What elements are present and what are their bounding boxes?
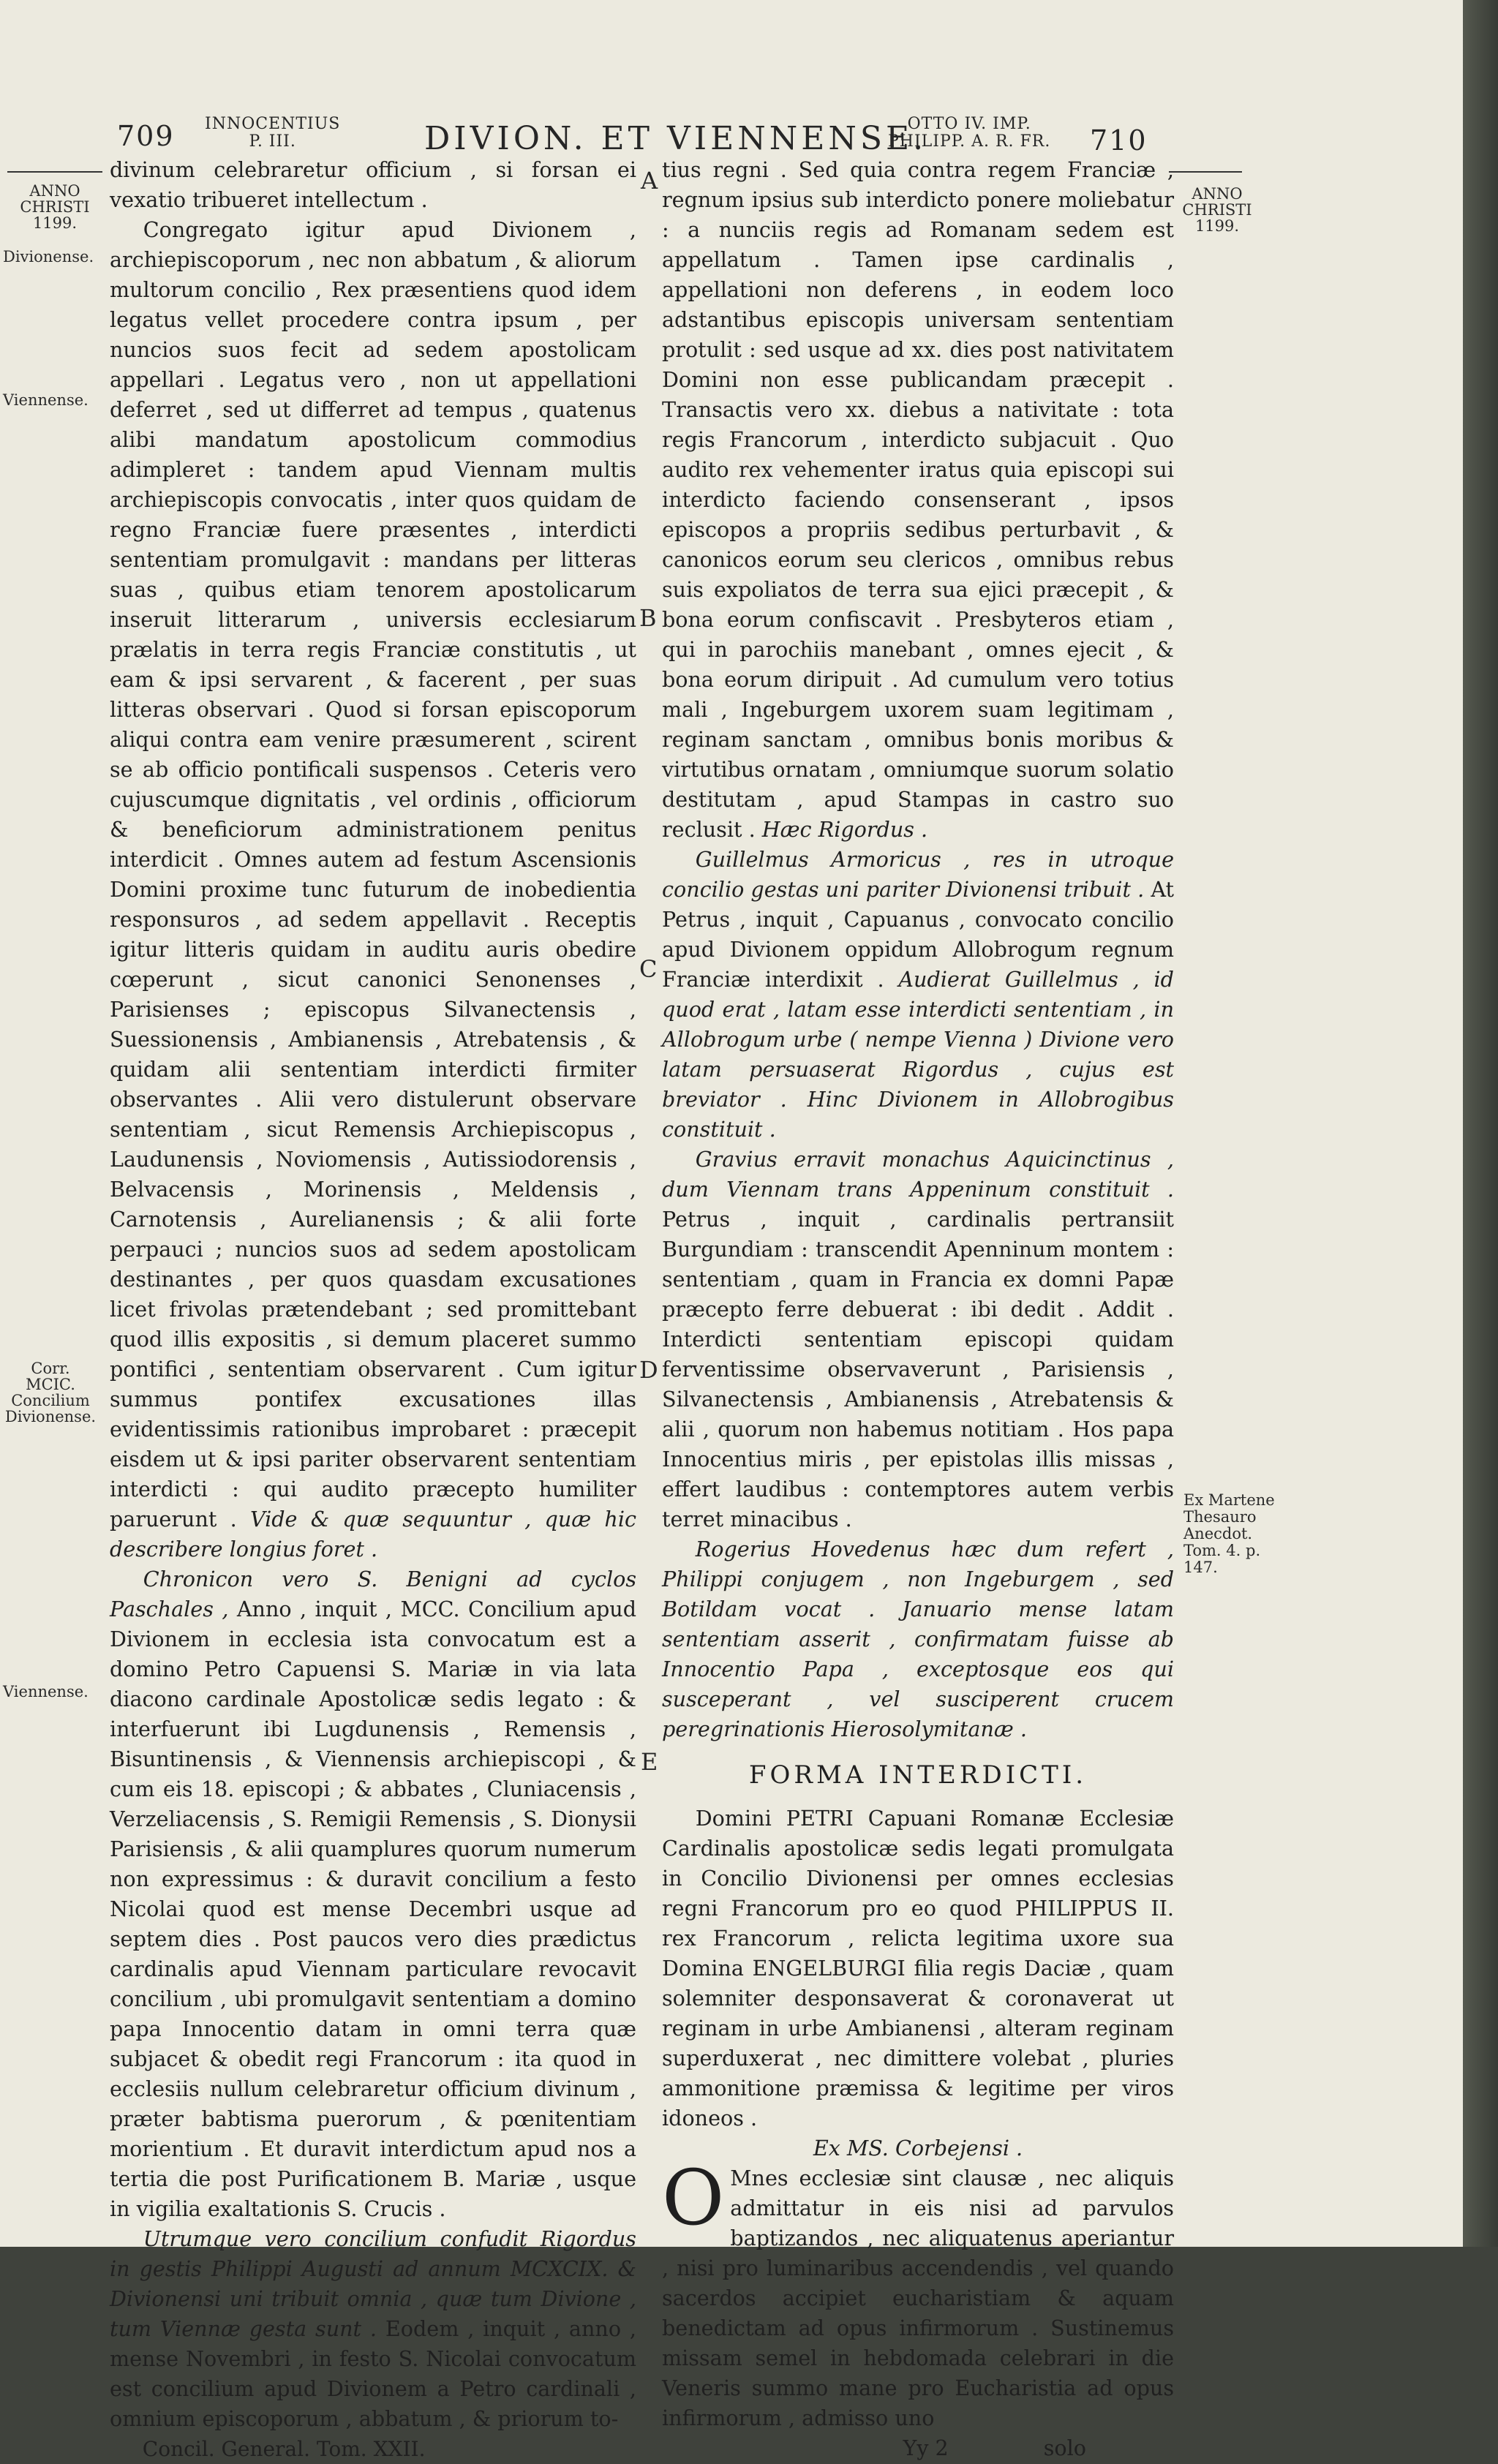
section-letter-a: A — [641, 167, 658, 195]
left-paragraph-3-text: Anno , inquit , MCC. Concilium apud Divionem in ecclesia ista convocatum est a domino Petro Capuensi S. Mariæ in via lata diacono cardinale Apostolicæ sedis legato : & interfuerunt ibi Lugdunensis , Remensis , Bisuntinensis , & Viennensis archiepiscopi , & cum eis 18. episcopi ; & abbates , Cluniacensis , Verzeliacensis , S. Remigii Remensis , S. Dionysii Parisiensis , & alii quamplures quorum numerum non expressimus : & duravit concilium a festo Nicolai quod est mense Decembri usque ad septem dies . Post paucos vero dies prædictus cardinalis apud Viennam particulare revocavit concilium , ubi promulgavit sententiam a domino papa Innocentio datam in omni terra quæ subjacet & obedit regi Francorum : ita quod in ecclesiis nullum celebraretur officium divinum , præter babtisma puerorum , & pœnitentiam morientium . Et duravit interdictum apud nos a tertia die post Purificationem B. Mariæ , usque in vigilia exaltationis S. Crucis . — [110, 1597, 636, 2221]
right-paragraph-1-text: tius regni . Sed quia contra regem Franciæ , regnum ipsius sub interdicto ponere moliebatur : a nunciis regis ad Romanam sedem est appellatum . Tamen ipse cardinalis , appellationi non deferens , in eodem loco adstantibus episcopis universam sententiam protulit : sed usque ad xx. dies post nativitatem Domini non esse publicandam præcepit . Transactis vero xx. diebus a nativitate : tota regis Francorum , interdicto subjacuit . Quo audito rex vehementer iratus quia episcopi sui interdicto faciendo consenserant , ipsos episcopos a propriis sedibus perturbavit , & canonicos eorum seu clericos , omnibus rebus suis expoliatos de terra sua ejici præcepit , & bona eorum confiscavit . Presbyteros etiam , qui in parochiis manebant , omnes ejecit , & bona eorum diripuit . Ad cumulum vero totius mali , Ingeburgem uxorem suam legitimam , reginam sanctam , omnibus bonis moribus & virtutibus ornatam , omniumque suorum solatio destitutam , apud Stampas in castro suo reclusit . — [662, 157, 1174, 842]
signature-mark: Yy 2 — [903, 2435, 949, 2460]
drop-cap: O — [662, 2153, 725, 2242]
right-margin-rule — [1169, 171, 1242, 173]
margin-note-anno-left: ANNO CHRISTI 1199. — [20, 182, 90, 232]
margin-note-correction: Corr. MCIC. Concilium Divionense. — [4, 1360, 97, 1425]
section-letter-c: C — [639, 955, 658, 983]
page-title: DIVION. ET VIENNENSE. — [424, 120, 927, 157]
source-citation: Ex MS. Corbejensi . — [813, 2136, 1023, 2160]
right-paragraph-6 — [662, 2153, 1174, 2433]
left-running-head-line-1: INNOCENTIUS — [205, 115, 341, 133]
right-paragraph-2-text: At Petrus , inquit , Capuanus , convocato concilio apud Divionem oppidum Allobrogum regnum Franciæ interdixit . — [662, 877, 1174, 992]
right-paragraph-6-text: Mnes ecclesiæ sint clausæ , nec aliquis admittatur in eis nisi ad parvulos baptizandos , nec aliquatenus aperiantur , nisi pro luminaribus accendendis , vel quando sacerdos accipiet eucharistiam & aquam benedictam ad opus infirmorum . Sustinemus missam semel in hebdomada celebrari in die Veneris summo mane pro Eucharistia ad opus infirmorum , admisso uno — [662, 2166, 1174, 2430]
right-paragraph-3 — [662, 1145, 1174, 1534]
left-column — [110, 155, 636, 2464]
right-paragraph-3-text: Petrus , inquit , cardinalis pertransiit Burgundiam : transcendit Apenninum montem : sententiam , quam in Francia ex domni Papæ præcepto ferre debuerat : ibi dedit . — [662, 1207, 1174, 1322]
left-paragraph-3-italic: Chronicon vero S. Benigni ad cyclos Paschales , — [110, 1567, 636, 1621]
left-paragraph-4 — [110, 2224, 636, 2434]
right-running-head — [888, 116, 1050, 151]
left-page-number: 709 — [117, 120, 175, 152]
margin-note-ex-martene: Ex Martene Thesauro Anecdot. Tom. 4. p. 147. — [1183, 1491, 1275, 1576]
left-margin-rule — [7, 171, 102, 173]
right-paragraph-2-italic: Guillelmus Armoricus , res in utroque concilio gestas uni pariter Divionensi tribuit . — [662, 847, 1174, 902]
right-paragraph-3-italic: Gravius erravit monachus Aquicinctinus , dum Viennam trans Appeninum constituit . — [662, 1147, 1174, 1202]
section-letter-d: D — [639, 1356, 658, 1384]
margin-note-divionense: Divionense. — [3, 248, 94, 265]
right-paragraph-2-italic-tail: Audierat Guillelmus , id quod erat , latam esse interdicti sententiam , in Allobrogum urbe ( nempe Vienna ) Divione vero latam persuaserat Rigordus , cujus est breviator . Hinc Divionem in Allobrogibus constituit . — [662, 967, 1174, 1142]
left-paragraph-2 — [110, 215, 636, 1564]
right-paragraph-4-italic: Rogerius Hovedenus hæc dum refert , Philippi conjugem , non Ingeburgem , sed Botildam vocat . Januario mense latam sententiam asserit , confirmatam fuisse ab Innocentio Papa , exceptosque eos qui susceperant , vel susciperent crucem peregrinationis Hierosolymitanæ . — [662, 1537, 1174, 1741]
right-page-number: 710 — [1090, 124, 1148, 157]
signature-line — [662, 2433, 1174, 2463]
margin-note-anno-right: ANNO CHRISTI 1199. — [1182, 185, 1252, 235]
right-paragraph-1 — [662, 155, 1174, 845]
left-running-head-line-2: P. III. — [249, 132, 296, 151]
book-edge — [1463, 0, 1498, 2247]
left-paragraph-2-text: Congregato igitur apud Divionem , archiepiscoporum , nec non abbatum , & aliorum multorum concilio , Rex præsentiens quod idem legatus vellet procedere contra ipsum , per nuncios suos fecit ad sedem apostolicam appellari . Legatus vero , non ut appellationi deferret , sed ut differret ad tempus , quatenus alibi mandatum apostolicum commodius adimpleret : tandem apud Viennam multis archiepiscopis convocatis , inter quos quidam de regno Franciæ fuere præsentes , interdicti sententiam promulgavit : mandans per litteras suas , quibus etiam tenorem apostolicarum inseruit litterarum , universis ecclesiarum prælatis in terra regis Franciæ constitutis , ut eam & ipsi servarent , & facerent , per suas litteras observari . Quod si forsan episcoporum aliqui contra eam venire præsumerent , scirent se ab officio pontificali suspensos . Ceteris vero cujuscumque dignitatis , vel ordinis , officiorum & beneficiorum administrationem penitus interdicit . Omnes autem ad festum Ascensionis Domini proxime tunc futurum de inobedientia responsuros , ad sedem appellavit . Receptis igitur litteris quidam in auditu auris obedire cœperunt , sicut canonici Senonenses , Parisienses ; episcopus Silvanectensis , Suessionensis , Ambianensis , Atrebatensis , & quidam alii sententiam interdicti firmiter observantes . Alii vero distulerunt observare sententiam , sicut Remensis Archiepiscopus , Laudunensis , Noviomensis , Autissiodorensis , Belvacensis , Morinensis , Meldensis , Carnotensis , Aurelianensis ; & alii forte perpauci ; nuncios suos ad sedem apostolicam destinantes , per quos quasdam excusationes licet frivolas prætendebant ; sed promittebant quod illis expositis , si demum placeret summo pontifici , sententiam observarent . Cum igitur summus pontifex excusationes illas evidentissimis rationibus improbaret : præcepit eisdem ut & ipsi pariter observarent sententiam interdicti : qui audito præcepto humiliter paruerunt . — [110, 217, 636, 1531]
left-paragraph-2-italic-tail: Vide & quæ sequuntur , quæ hic describere longius foret . — [110, 1507, 636, 1561]
left-paragraph-4-text: Eodem , inquit , anno , mense Novembri , in festo S. Nicolai convocatum est concilium apud Divionem a Petro cardinali , omnium episcoporum , abbatum , & priorum to- — [110, 2316, 637, 2431]
catchword: solo — [1043, 2435, 1086, 2460]
left-running-head — [205, 116, 340, 151]
right-paragraph-3-text-b: Addit . Interdicti sententiam episcopi quidam ferventissime observaverunt , Parisiensis , Silvanectensis , Ambianensis , Atrebatensis & alii , quorum non habemus notitiam . Hos papa Innocentius miris , per epistolas illis missas , effert laudibus : contemptores autem verbis terret minacibus . — [662, 1297, 1174, 1531]
right-paragraph-5: Domini PETRI Capuani Romanæ Ecclesiæ Cardinalis apostolicæ sedis legati promulgata in Concilio Divionensi per omnes ecclesias regni Francorum pro eo quod PHILIPPUS II. rex Francorum , relicta legitima uxore sua Domina ENGELBURGI filia regis Daciæ , quam solemniter desponsaverat & coronaverat ut reginam in urbe Ambianensi , alteram reginam superduxerat , nec dimittere volebat , pluries ammonitione præmissa & legitime per viros idoneos . — [662, 1806, 1174, 2130]
right-column — [662, 155, 1174, 2463]
right-paragraph-2 — [662, 845, 1174, 1145]
left-paragraph-4-italic: Utrumque vero concilium confudit Rigordus in gestis Philippi Augusti ad annum MCXCIX. & Divionensi uni tribuit omnia , quæ tum Divione , tum Viennæ gesta sunt . — [110, 2226, 636, 2341]
margin-note-viennense-2: Viennense. — [3, 1683, 89, 1700]
section-letter-e: E — [641, 1748, 658, 1776]
right-running-head-line-1: OTTO IV. IMP. — [907, 115, 1031, 133]
left-paragraph-3 — [110, 1564, 636, 2224]
margin-note-viennense-1: Viennense. — [3, 391, 89, 409]
left-footer-citation: Concil. General. Tom. XXII. — [142, 2437, 426, 2461]
section-letter-b: B — [639, 604, 657, 632]
section-title-forma-interdicti: FORMA INTERDICTI. — [748, 1760, 1088, 1790]
left-paragraph-1: divinum celebraretur officium , si forsan ei vexatio tribueret intellectum . — [110, 157, 636, 212]
right-running-head-line-2: PHILIPP. A. R. FR. — [888, 132, 1051, 151]
right-paragraph-1-italic-tail: Hæc Rigordus . — [761, 817, 928, 842]
